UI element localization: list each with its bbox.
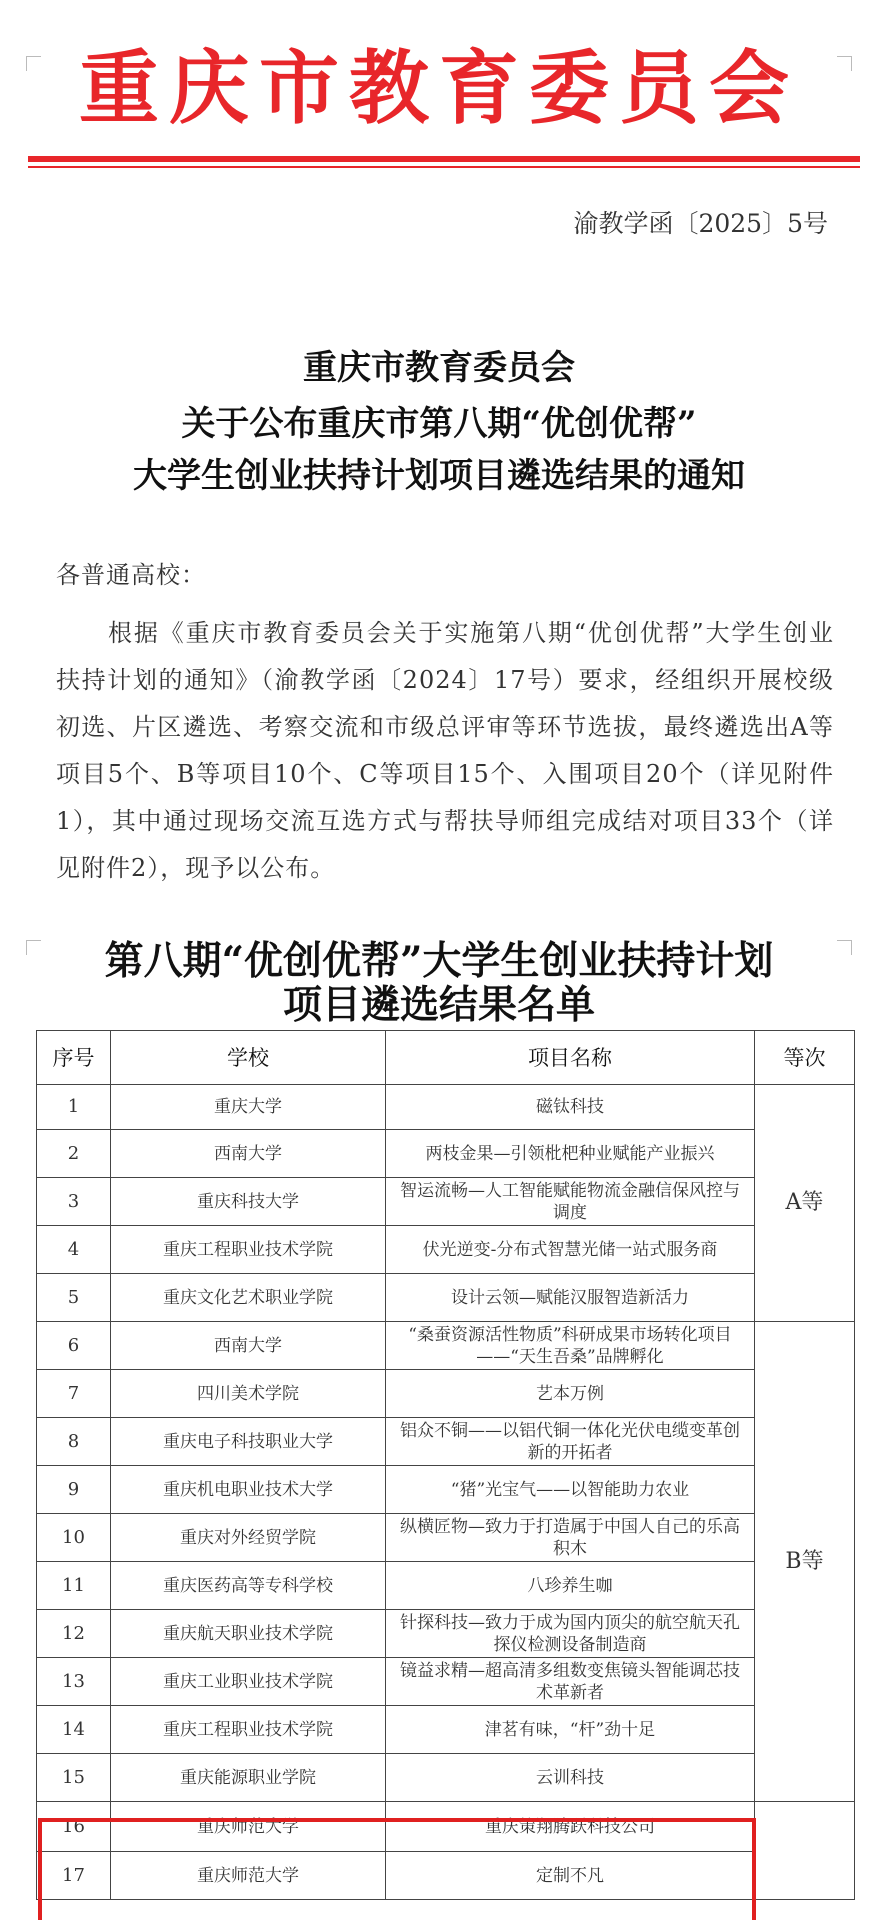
table-row	[37, 1514, 855, 1562]
project-name: 定制不凡	[386, 1852, 755, 1900]
school-name: 重庆工业职业技术学院	[111, 1658, 386, 1706]
row-number: 12	[37, 1610, 111, 1658]
school-name: 重庆科技大学	[111, 1178, 386, 1226]
grade-cell: A等	[755, 1085, 855, 1322]
table-row	[37, 1322, 855, 1370]
table-body	[37, 1085, 855, 1900]
grade-cell: B等	[755, 1322, 855, 1802]
school-name: 重庆师范大学	[111, 1802, 386, 1852]
table-row	[37, 1130, 855, 1178]
table-header-row	[37, 1031, 855, 1085]
notice-title-line: 关于公布重庆市第八期“优创优帮”	[181, 404, 697, 444]
row-number: 10	[37, 1514, 111, 1562]
column-header: 序号	[37, 1031, 111, 1085]
row-number: 15	[37, 1754, 111, 1802]
table-row	[37, 1706, 855, 1754]
row-number: 13	[37, 1658, 111, 1706]
project-name: 纵横匠物—致力于打造属于中国人自己的乐高积木	[386, 1514, 755, 1562]
project-name: 津茗有味，“杆”劲十足	[386, 1706, 755, 1754]
column-header: 学校	[111, 1031, 386, 1085]
row-number: 16	[37, 1802, 111, 1852]
project-name: 针探科技—致力于成为国内顶尖的航空航天孔探仪检测设备制造商	[386, 1610, 755, 1658]
document-number: 渝教学函〔2025〕5号	[573, 209, 828, 238]
project-name: 两枝金果—引领枇杷种业赋能产业振兴	[386, 1130, 755, 1178]
row-number: 7	[37, 1370, 111, 1418]
project-name: 八珍养生咖	[386, 1562, 755, 1610]
row-number: 17	[37, 1852, 111, 1900]
body-paragraph: 根据《重庆市教育委员会关于实施第八期“优创优帮”大学生创业扶持计划的通知》（渝教学函〔2024〕17号）要求，经组织开展校级初选、片区遴选、考察交流和市级总评审等环节选拔，最终遴选出A等项目5个、B等项目10个、C等项目15个、入围项目20个（详见附件1），其中通过现场交流互选方式与帮扶导师组完成结对项目33个（详见附件2），现予以公布。	[56, 619, 834, 882]
table-row	[37, 1418, 855, 1466]
letterhead-title: 重庆市教育委员会	[79, 41, 799, 135]
school-name: 重庆师范大学	[111, 1852, 386, 1900]
row-number: 1	[37, 1085, 111, 1130]
school-name: 重庆文化艺术职业学院	[111, 1274, 386, 1322]
table-row	[37, 1085, 855, 1130]
school-name: 西南大学	[111, 1130, 386, 1178]
table-row	[37, 1466, 855, 1514]
grade-cell-empty	[755, 1802, 855, 1900]
table-row	[37, 1178, 855, 1226]
row-number: 9	[37, 1466, 111, 1514]
table-row	[37, 1370, 855, 1418]
school-name: 重庆医药高等专科学校	[111, 1562, 386, 1610]
school-name: 四川美术学院	[111, 1370, 386, 1418]
notice-title-line: 大学生创业扶持计划项目遴选结果的通知	[133, 456, 745, 496]
project-name: “猪”光宝气——以智能助力农业	[386, 1466, 755, 1514]
row-number: 2	[37, 1130, 111, 1178]
project-name: 镜益求精—超高清多组数变焦镜头智能调芯技术革新者	[386, 1658, 755, 1706]
row-number: 3	[37, 1178, 111, 1226]
results-table	[36, 1030, 855, 1900]
project-name: 设计云领—赋能汉服智造新活力	[386, 1274, 755, 1322]
project-name: 伏光逆变-分布式智慧光储一站式服务商	[386, 1226, 755, 1274]
list-title-line: 项目遴选结果名单	[282, 982, 595, 1028]
row-number: 4	[37, 1226, 111, 1274]
school-name: 重庆工程职业技术学院	[111, 1226, 386, 1274]
table-row	[37, 1274, 855, 1322]
project-name: 铝众不铜——以铝代铜一体化光伏电缆变革创新的开拓者	[386, 1418, 755, 1466]
row-number: 14	[37, 1706, 111, 1754]
row-number: 6	[37, 1322, 111, 1370]
salutation: 各普通高校：	[56, 561, 206, 589]
project-name: 云训科技	[386, 1754, 755, 1802]
school-name: 重庆对外经贸学院	[111, 1514, 386, 1562]
row-number: 5	[37, 1274, 111, 1322]
column-header: 项目名称	[386, 1031, 755, 1085]
table-row	[37, 1610, 855, 1658]
highlight-box	[38, 1818, 756, 1920]
school-name: 重庆能源职业学院	[111, 1754, 386, 1802]
table-row	[37, 1562, 855, 1610]
list-title-line: 第八期“优创优帮”大学生创业扶持计划	[104, 938, 774, 984]
project-name: 艺本万例	[386, 1370, 755, 1418]
project-name: 重庆策翔腾跃科技公司	[386, 1802, 755, 1852]
school-name: 重庆机电职业技术大学	[111, 1466, 386, 1514]
notice-title-line: 重庆市教育委员会	[303, 348, 575, 388]
letterhead-rule-thin	[28, 166, 860, 168]
school-name: 重庆航天职业技术学院	[111, 1610, 386, 1658]
table-row	[37, 1226, 855, 1274]
school-name: 西南大学	[111, 1322, 386, 1370]
project-name: “桑蚕资源活性物质”科研成果市场转化项目——“天生吾桑”品牌孵化	[386, 1322, 755, 1370]
school-name: 重庆电子科技职业大学	[111, 1418, 386, 1466]
row-number: 8	[37, 1418, 111, 1466]
table-row	[37, 1658, 855, 1706]
project-name: 磁钛科技	[386, 1085, 755, 1130]
letterhead-rule	[28, 156, 860, 162]
project-name: 智运流畅—人工智能赋能物流金融信保风控与调度	[386, 1178, 755, 1226]
row-number: 11	[37, 1562, 111, 1610]
school-name: 重庆大学	[111, 1085, 386, 1130]
school-name: 重庆工程职业技术学院	[111, 1706, 386, 1754]
table-row	[37, 1754, 855, 1802]
column-header: 等次	[755, 1031, 855, 1085]
